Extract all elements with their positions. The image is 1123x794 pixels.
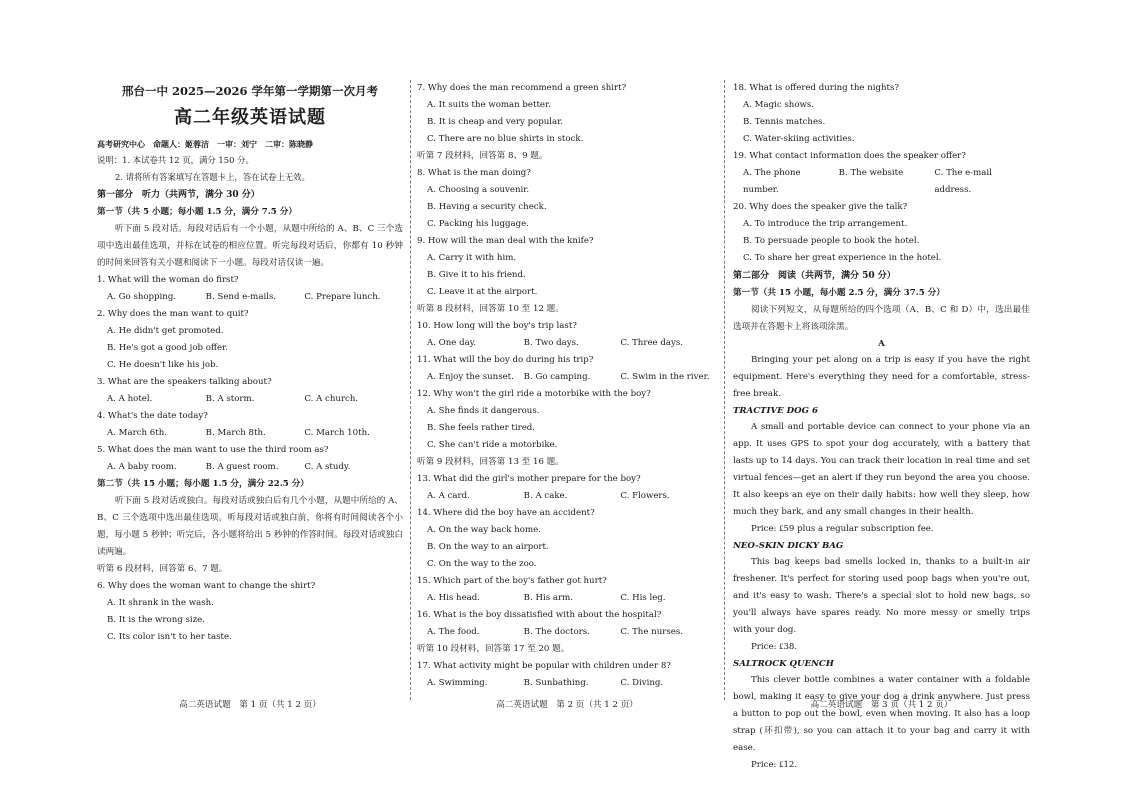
option-a: A. Choosing a souvenir.: [427, 185, 530, 195]
option-c: C. There are no blue shirts in stock.: [427, 134, 584, 144]
option-a: A. Swimming.: [427, 678, 488, 688]
option-a: A. The phone number.: [743, 168, 801, 195]
product-name-3: SALTROCK QUENCH: [733, 659, 834, 669]
option-c: C. Three days.: [620, 338, 683, 348]
option-c: C. To share her great experience in the hotel.: [743, 253, 942, 263]
passage-intro: Bringing your pet along on a trip is easy if you have the right equipment. Here's everything they need for a comfortable, stress-free break.: [733, 355, 1030, 399]
option-c: C. His leg.: [620, 593, 666, 603]
option-b: B. Go camping.: [523, 372, 591, 382]
option-c: C. March 10th.: [304, 428, 370, 438]
option-a: A. She finds it dangerous.: [427, 406, 540, 416]
option-a: A. The food.: [427, 627, 480, 637]
option-b: B. A guest room.: [205, 462, 279, 472]
question-13-options: [417, 488, 717, 505]
option-c: C. Packing his luggage.: [427, 219, 529, 229]
option-b: B. It is cheap and very popular.: [427, 117, 564, 127]
option-b: B. His arm.: [523, 593, 573, 603]
option-b: B. On the way to an airport.: [427, 542, 549, 552]
question-14: 14. Where did the boy have an accident?: [417, 508, 595, 518]
question-7: 7. Why does the man recommend a green shirt?: [417, 83, 627, 93]
instruction-8-9: 听第 7 段材料，回答第 8、9 题。: [417, 151, 548, 161]
instruction-13-16: 听第 9 段材料，回答第 13 至 16 题。: [417, 457, 564, 467]
question-4: 4. What's the date today?: [97, 411, 208, 421]
option-b: B. A cake.: [523, 491, 568, 501]
option-b: B. The doctors.: [523, 627, 590, 637]
option-c: C. The e-mail address.: [934, 168, 992, 195]
option-c: C. The nurses.: [620, 627, 683, 637]
option-a: A. One day.: [427, 338, 477, 348]
option-b: B. Sunbathing.: [523, 678, 589, 688]
page-2-column: [417, 80, 717, 700]
question-15: 15. Which part of the boy's father got hurt?: [417, 576, 607, 586]
reading-section-1-intro: 阅读下列短文，从每题所给的四个选项（A、B、C 和 D）中，选出最佳选项并在答题卡上将该项涂黑。: [733, 305, 1030, 332]
instruction-6-7: 听第 6 段材料，回答第 6、7 题。: [97, 564, 228, 574]
option-a: A. A card.: [427, 491, 470, 501]
exam-title: 邢台一中 2025—2026 学年第一学期第一次月考: [121, 84, 379, 98]
section-1-heading: 第一节（共 5 小题；每小题 1.5 分，满分 7.5 分）: [97, 207, 297, 217]
question-13: 13. What did the girl's mother prepare for the boy?: [417, 474, 641, 484]
option-a: A. A hotel.: [107, 394, 153, 404]
question-15-options: [417, 590, 717, 607]
option-a: A. To introduce the trip arrangement.: [743, 219, 908, 229]
note-2: 2. 请将所有答案填写在答题卡上，答在试卷上无效。: [115, 172, 310, 182]
option-b: B. Tennis matches.: [743, 117, 826, 127]
section-2-intro: 听下面 5 段对话或独白。每段对话或独白后有几个小题，从题中所给的 A、B、C 三个选项中选出最佳选项。听每段对话或独白前，你将有时间阅读各个小题，每小题 5 秒钟；听完后，各小题将给出 5 秒钟的作答时间。每段对话或独白读两遍。: [97, 496, 403, 557]
option-b: B. To persuade people to book the hotel.: [743, 236, 920, 246]
product-desc-2: This bag keeps bad smells locked in, thanks to a built-in air freshener. It's perfect for storing used poop bags when you're out, and it's easy to wash. There's a special slot to hold new bags, so you'll always have spares ready. No more messy or smelly trips with your dog.: [733, 557, 1030, 635]
product-desc-1: A small and portable device can connect to your phone via an app. It uses GPS to spot your dog accurately, with a battery that lasts up to 14 days. You can track their location in real time and set virtual fences—get an alert if they run beyond the area you choose. It also keeps an eye on their daily habits: how well they sleep, how much they bark, and any small changes in their health.: [733, 422, 1030, 517]
option-c: C. A study.: [304, 462, 351, 472]
option-a: A. It shrank in the wash.: [107, 598, 214, 608]
option-a: A. It suits the woman better.: [427, 100, 551, 110]
option-a: A. A baby room.: [107, 462, 177, 472]
option-a: A. Carry it with him.: [427, 253, 517, 263]
option-a: A. His head.: [427, 593, 481, 603]
question-11: 11. What will the boy do during his trip?: [417, 355, 594, 365]
product-price-2: Price: ₤38.: [751, 642, 798, 652]
option-a: A. On the way back home.: [427, 525, 541, 535]
question-11-options: [417, 369, 717, 386]
option-a: A. Enjoy the sunset.: [427, 372, 514, 382]
question-6: 6. Why does the woman want to change the shirt?: [97, 581, 316, 591]
page-footer-2: 高二英语试题 第 2 页（共 1 2 页）: [496, 700, 638, 710]
option-b: B. Having a security check.: [427, 202, 547, 212]
question-17-options: [417, 675, 717, 692]
question-1-options: [97, 289, 403, 306]
section-1-intro: 听下面 5 段对话。每段对话后有一个小题，从题中所给的 A、B、C 三个选项中选出最佳选项，并标在试卷的相应位置。听完每段对话后，你都有 10 秒钟的时间来回答有关小题和阅读下一小题。每段对话仅读一遍。: [97, 224, 403, 268]
page-footer-1: 高二英语试题 第 1 页（共 1 2 页）: [179, 700, 321, 710]
option-c: C. Swim in the river.: [620, 372, 710, 382]
subject-title: 高二年级英语试题: [174, 107, 326, 128]
product-price-1: Price: ₤59 plus a regular subscription fee.: [751, 524, 934, 534]
option-b: B. The website: [838, 168, 904, 178]
option-c: C. Flowers.: [620, 491, 670, 501]
option-c: C. A church.: [304, 394, 359, 404]
option-b: B. Two days.: [523, 338, 579, 348]
option-b: B. March 8th.: [205, 428, 266, 438]
option-c: C. He doesn't like his job.: [107, 360, 219, 370]
option-b: B. Give it to his friend.: [427, 270, 526, 280]
question-5: 5. What does the man want to use the third room as?: [97, 445, 329, 455]
passage-label: A: [878, 339, 885, 349]
option-b: B. Send e-mails.: [205, 292, 277, 302]
question-18: 18. What is offered during the nights?: [733, 83, 900, 93]
section-2-heading: 第二节（共 15 小题；每小题 1.5 分，满分 22.5 分）: [97, 479, 309, 489]
option-a: A. March 6th.: [107, 428, 167, 438]
question-3-options: [97, 391, 403, 408]
question-3: 3. What are the speakers talking about?: [97, 377, 272, 387]
product-name-1: TRACTIVE DOG 6: [733, 406, 818, 416]
column-divider: [724, 80, 725, 700]
question-20: 20. Why does the speaker give the talk?: [733, 202, 908, 212]
option-c: C. Its color isn't to her taste.: [107, 632, 232, 642]
question-5-options: [97, 459, 403, 476]
option-c: C. She can't ride a motorbike.: [427, 440, 558, 450]
option-a: A. He didn't get promoted.: [107, 326, 224, 336]
option-a: A. Magic shows.: [743, 100, 815, 110]
question-10-options: [417, 335, 717, 352]
question-19-options: [733, 165, 1030, 199]
option-b: B. A storm.: [205, 394, 255, 404]
option-c: C. Diving.: [620, 678, 664, 688]
product-name-2: NEO-SKIN DICKY BAG: [733, 541, 844, 551]
column-divider: [410, 80, 411, 700]
question-10: 10. How long will the boy's trip last?: [417, 321, 577, 331]
instruction-10-12: 听第 8 段材料，回答第 10 至 12 题。: [417, 304, 564, 314]
option-a: A. Go shopping.: [107, 292, 177, 302]
note-1: 说明：1. 本试卷共 12 页，满分 150 分。: [97, 155, 254, 165]
part-2-heading: 第二部分 阅读（共两节，满分 50 分）: [733, 271, 896, 281]
page-footer-3: 高二英语试题 第 3 页（共 1 2 页）: [810, 700, 953, 710]
reading-section-1-heading: 第一节（共 15 小题，每小题 2.5 分，满分 37.5 分）: [733, 288, 945, 298]
question-16-options: [417, 624, 717, 641]
part-1-heading: 第一部分 听力（共两节，满分 30 分）: [97, 190, 260, 200]
option-b: B. It is the wrong size.: [107, 615, 205, 625]
question-16: 16. What is the boy dissatisfied with about the hospital?: [417, 610, 662, 620]
question-9: 9. How will the man deal with the knife?: [417, 236, 594, 246]
question-19: 19. What contact information does the speaker offer?: [733, 151, 966, 161]
option-c: C. On the way to the zoo.: [427, 559, 537, 569]
option-b: B. She feels rather tired.: [427, 423, 536, 433]
question-8: 8. What is the man doing?: [417, 168, 531, 178]
question-4-options: [97, 425, 403, 442]
question-2: 2. Why does the man want to quit?: [97, 309, 249, 319]
instruction-17-20: 听第 10 段材料，回答第 17 至 20 题。: [417, 644, 570, 654]
option-c: C. Prepare lunch.: [304, 292, 381, 302]
product-price-3: Price: ₤12.: [751, 760, 798, 770]
page-1-column: [97, 80, 403, 700]
product-desc-3: This clever bottle combines a water container with a foldable bowl, making it easy to give your dog a drink anywhere. Just press a button to pop out the bowl, even when moving. It also has a loop strap (环扣带), so you can attach it to your bag and carry it with ease.: [733, 675, 1030, 753]
option-c: C. Leave it at the airport.: [427, 287, 538, 297]
option-b: B. He's got a good job offer.: [107, 343, 228, 353]
question-12: 12. Why won't the girl ride a motorbike with the boy?: [417, 389, 651, 399]
question-1: 1. What will the woman do first?: [97, 275, 239, 285]
question-17: 17. What activity might be popular with children under 8?: [417, 661, 671, 671]
credits-line: 高考研究中心 命题人：姬蓉洁 一审：刘宁 二审：陈晓静: [97, 139, 313, 149]
option-c: C. Water-skiing activities.: [743, 134, 855, 144]
